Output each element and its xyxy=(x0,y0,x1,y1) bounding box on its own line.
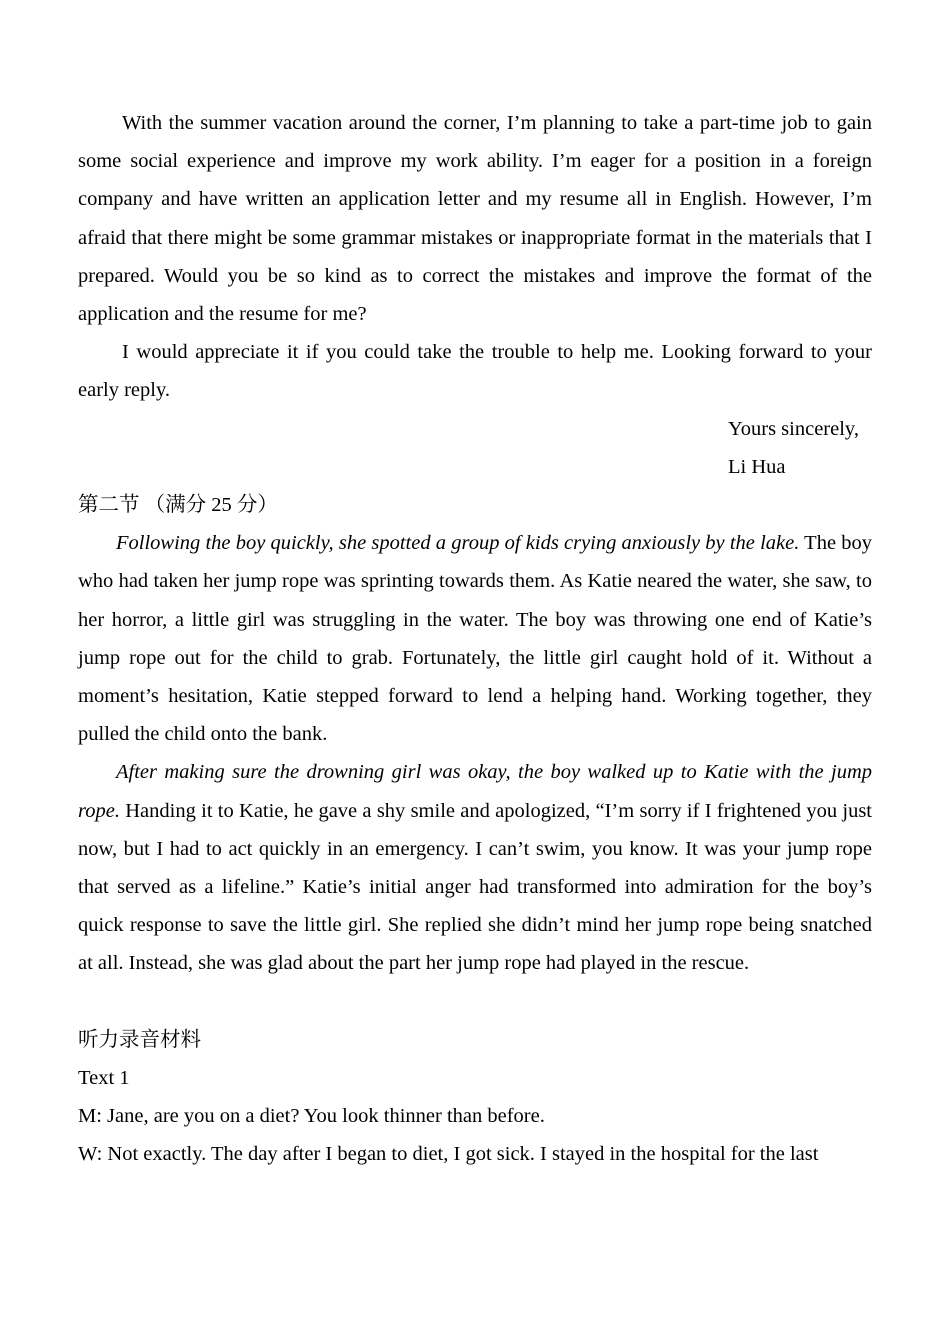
letter-paragraph-2: I would appreciate it if you could take the trouble to help me. Looking forward to your early reply. xyxy=(78,341,872,402)
document-page xyxy=(78,104,872,1173)
letter-signature: Li Hua xyxy=(728,455,786,478)
letter-closing: Yours sincerely, xyxy=(728,417,859,440)
listening-line-1: M: Jane, are you on a diet? You look thinner than before. xyxy=(78,1105,545,1128)
spacer xyxy=(78,983,872,1021)
listening-line-2: W: Not exactly. The day after I began to diet, I got sick. I stayed in the hospital for the last xyxy=(78,1143,819,1166)
story-paragraph-1 xyxy=(78,524,872,753)
story-paragraph-2-opening: After making sure the drowning girl was okay, the boy walked up to Katie with the jump rope. xyxy=(78,761,872,822)
section-2-heading: 第二节 （满分 25 分） xyxy=(78,494,278,517)
letter-paragraph-1: With the summer vacation around the corner, I’m planning to take a part-time job to gain some social experience and improve my work ability. I’m eager for a position in a foreign company and have written an application letter and my resume all in English. However, I’m afraid that there might be some grammar mistakes or inappropriate format in the materials that I prepared. Would you be so kind as to correct the mistakes and improve the format of the application and the resume for me? xyxy=(78,112,872,326)
listening-heading: 听力录音材料 xyxy=(78,1028,201,1051)
story-paragraph-1-opening: Following the boy quickly, she spotted a group of kids crying anxiously by the lake. xyxy=(116,532,800,555)
story-paragraph-2 xyxy=(78,753,872,982)
story-paragraph-2-body: Handing it to Katie, he gave a shy smile and apologized, “I’m sorry if I frightened you just now, but I had to act quickly in an emergency. I can’t swim, you know. It was your jump rope that served as a lifeline.” Katie’s initial anger had transformed into admiration for the boy’s quick response to save the little girl. She replied she didn’t mind her jump rope being snatched at all. Instead, she was glad about the part her jump rope had played in the rescue. xyxy=(78,799,872,975)
listening-text-label: Text 1 xyxy=(78,1066,130,1089)
story-paragraph-1-body: The boy who had taken her jump rope was sprinting towards them. As Katie neared the water, she saw, to her horror, a little girl was struggling in the water. The boy was throwing one end of Katie’s jump rope out for the child to grab. Fortunately, the little girl caught hold of it. Without a moment’s hesitation, Katie stepped forward to lend a helping hand. Working together, they pulled the child onto the bank. xyxy=(78,532,872,746)
